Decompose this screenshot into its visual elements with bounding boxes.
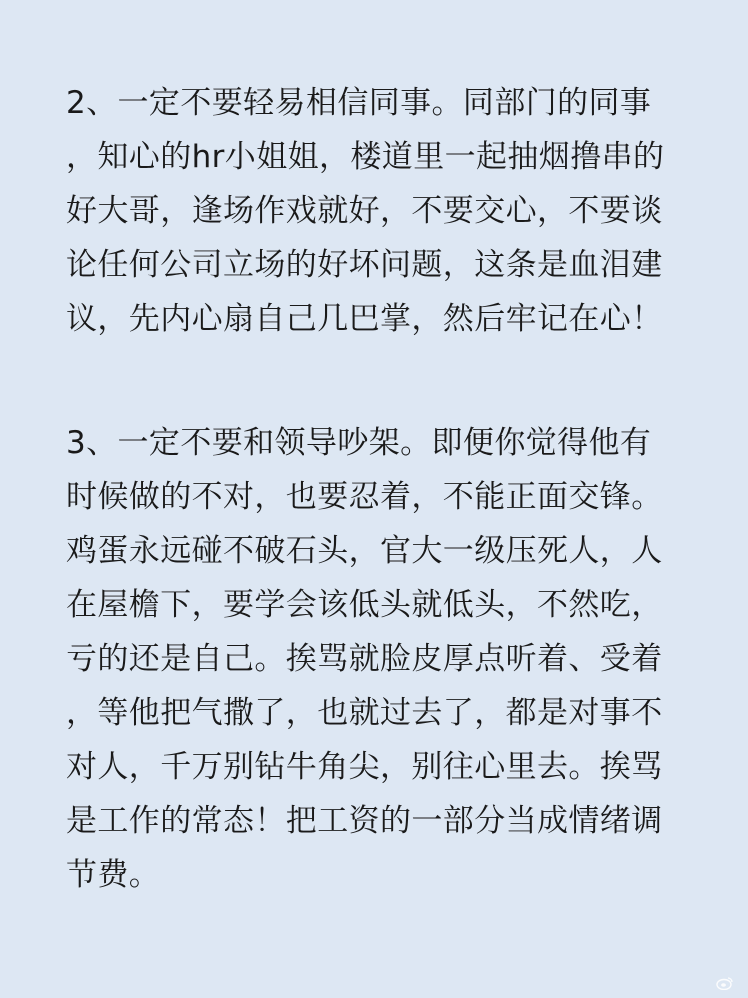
paragraph-tip-2 <box>66 76 706 346</box>
text-line: ，等他把气撒了，也就过去了，都是对事不 <box>66 695 663 731</box>
weibo-logo-icon <box>716 976 734 990</box>
text-line: 2、一定不要轻易相信同事。同部门的同事 <box>66 85 652 121</box>
text-line: 时候做的不对，也要忍着，不能正面交锋。 <box>66 479 663 515</box>
text-line: 对人，千万别钻牛角尖，别往心里去。挨骂 <box>66 749 663 785</box>
text-line: 3、一定不要和领导吵架。即便你觉得他有 <box>66 425 652 461</box>
paragraph-tip-3 <box>66 416 706 902</box>
text-line: 是工作的常态！把工资的一部分当成情绪调 <box>66 803 663 839</box>
text-line: 议，先内心扇自己几巴掌，然后牢记在心！ <box>66 301 663 337</box>
text-line: 鸡蛋永远碰不破石头，官大一级压死人，人 <box>66 533 663 569</box>
watermark <box>716 976 734 990</box>
text-line: 好大哥，逢场作戏就好，不要交心，不要谈 <box>66 193 663 229</box>
text-line: 亏的还是自己。挨骂就脸皮厚点听着、受着 <box>66 641 663 677</box>
text-line: 在屋檐下，要学会该低头就低头，不然吃， <box>66 587 663 623</box>
text-line: ，知心的hr小姐姐，楼道里一起抽烟撸串的 <box>66 139 665 175</box>
text-line: 论任何公司立场的好坏问题，这条是血泪建 <box>66 247 663 283</box>
text-line: 节费。 <box>66 857 161 893</box>
